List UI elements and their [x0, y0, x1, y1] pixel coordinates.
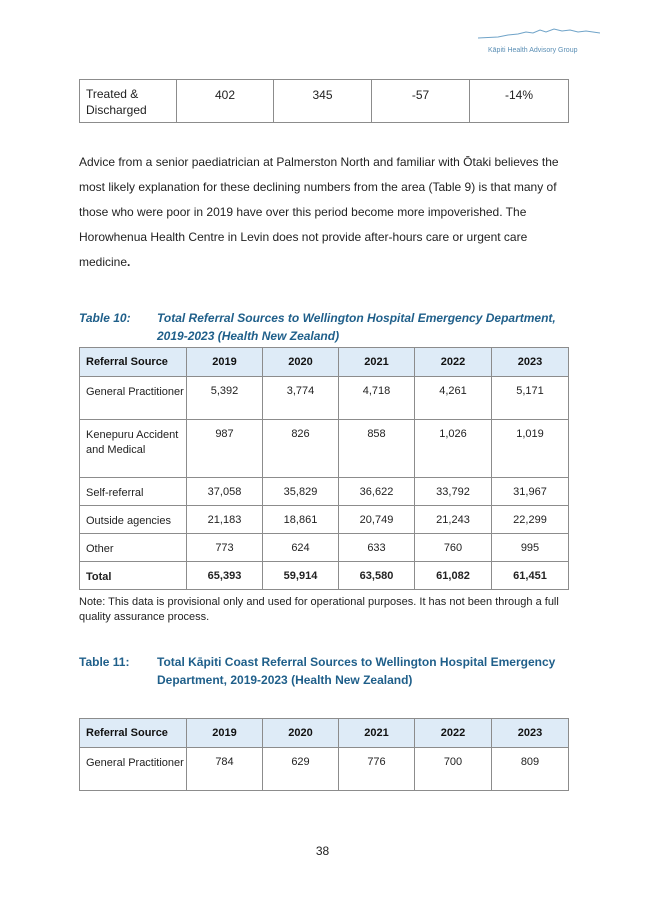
table-cell: 59,914: [263, 562, 339, 590]
table-cell: 773: [187, 534, 263, 562]
table-cell: 31,967: [492, 478, 569, 506]
table-cell: 5,392: [187, 377, 263, 420]
body-paragraph: [79, 150, 579, 275]
table-row: [80, 748, 569, 791]
table-cell: 20,749: [339, 506, 415, 534]
table-cell: 624: [263, 534, 339, 562]
table-cell: 61,451: [492, 562, 569, 590]
table-cell: 4,718: [339, 377, 415, 420]
table-cell: General Practitioner: [80, 748, 187, 791]
table-cell: -57: [372, 80, 470, 123]
mountain-line-icon: [478, 26, 600, 46]
table-cell: 22,299: [492, 506, 569, 534]
table-cell: -14%: [470, 80, 569, 123]
table-cell: 760: [415, 534, 492, 562]
column-header: 2019: [187, 719, 263, 748]
table10: [79, 347, 569, 590]
column-header: 2020: [263, 348, 339, 377]
column-header: 2021: [339, 719, 415, 748]
table11: [79, 718, 569, 791]
table-cell: Treated & Discharged: [80, 80, 177, 123]
table-header-row: [80, 348, 569, 377]
table-row: [80, 534, 569, 562]
table-header-row: [80, 719, 569, 748]
table-cell: 61,082: [415, 562, 492, 590]
table11-label: Table 11:: [79, 655, 130, 669]
page-number: 38: [315, 844, 330, 858]
table-cell: 995: [492, 534, 569, 562]
table-cell: 36,622: [339, 478, 415, 506]
table-cell: General Practitioner: [80, 377, 187, 420]
table-cell: 809: [492, 748, 569, 791]
table10-caption: [79, 309, 579, 345]
table-cell: 700: [415, 748, 492, 791]
table-cell: 987: [187, 420, 263, 478]
table-cell: 784: [187, 748, 263, 791]
column-header: 2022: [415, 719, 492, 748]
table-cell: 5,171: [492, 377, 569, 420]
table10-note: Note: This data is provisional only and used for operational purposes. It has not been through a full quality assurance process.: [79, 596, 559, 623]
table-cell: Outside agencies: [80, 506, 187, 534]
table-cell: 1,026: [415, 420, 492, 478]
table-cell: 1,019: [492, 420, 569, 478]
column-header: 2019: [187, 348, 263, 377]
table-cell: 858: [339, 420, 415, 478]
table-cell: 633: [339, 534, 415, 562]
table-cell: 37,058: [187, 478, 263, 506]
column-header: 2023: [492, 719, 569, 748]
paragraph-end: .: [127, 255, 131, 269]
table-cell: 629: [263, 748, 339, 791]
table-row: [80, 377, 569, 420]
table10-label: Table 10:: [79, 311, 131, 325]
table-cell: 345: [274, 80, 372, 123]
column-header: 2021: [339, 348, 415, 377]
table-cell: 776: [339, 748, 415, 791]
table11-title: Total Kāpiti Coast Referral Sources to Wellington Hospital Emergency Department, 2019-2023 (Health New Zealand): [157, 655, 556, 687]
table-cell: Self-referral: [80, 478, 187, 506]
kapiti-logo: [478, 26, 600, 58]
table-cell: 826: [263, 420, 339, 478]
table10-title: Total Referral Sources to Wellington Hospital Emergency Department, 2019-2023 (Health New Zealand): [157, 311, 556, 343]
table-row: [80, 420, 569, 478]
top-table: [79, 79, 569, 123]
table-cell: 4,261: [415, 377, 492, 420]
table-cell: 18,861: [263, 506, 339, 534]
paragraph-text: Advice from a senior paediatrician at Palmerston North and familiar with Ōtaki believes the most likely explanation for these declining numbers from the area (Table 9) is that many of those who were poor in 2019 have over this period become more impoverished. The Horowhenua Health Centre in Levin does not provide after-hours care or urgent care medicine: [79, 155, 559, 269]
table-cell: 402: [177, 80, 274, 123]
table-cell: Other: [80, 534, 187, 562]
table-cell: 33,792: [415, 478, 492, 506]
table-row: [80, 478, 569, 506]
table-row: [80, 80, 569, 123]
column-header: 2022: [415, 348, 492, 377]
table-cell: 35,829: [263, 478, 339, 506]
column-header: 2020: [263, 719, 339, 748]
table-cell: 21,183: [187, 506, 263, 534]
column-header: Referral Source: [80, 719, 187, 748]
table-cell: 65,393: [187, 562, 263, 590]
table-cell: 3,774: [263, 377, 339, 420]
table-cell: Kenepuru Accident and Medical: [80, 420, 187, 478]
column-header: Referral Source: [80, 348, 187, 377]
table-cell: 21,243: [415, 506, 492, 534]
table-cell: 63,580: [339, 562, 415, 590]
logo-text: Kāpiti Health Advisory Group: [488, 47, 578, 54]
table-row: [80, 506, 569, 534]
table-cell: Total: [80, 562, 187, 590]
table11-caption: [79, 653, 579, 689]
column-header: 2023: [492, 348, 569, 377]
table-total-row: [80, 562, 569, 590]
